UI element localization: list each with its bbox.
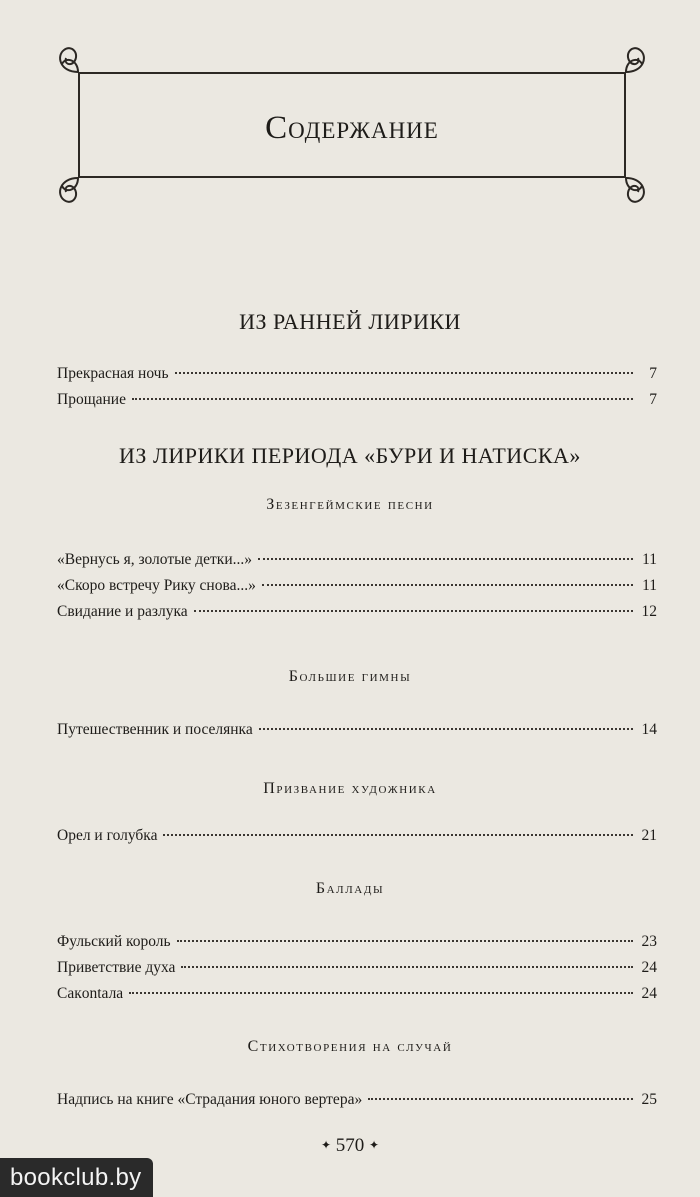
toc-entry[interactable] [57, 574, 657, 598]
toc-leader-dots [132, 398, 633, 400]
folio-ornament-right-icon: ✦ [369, 1138, 380, 1152]
section-heading-storm-and-stress: ИЗ ЛИРИКИ ПЕРИОДА «БУРИ И НАТИСКА» [119, 443, 581, 468]
toc-leader-dots [194, 610, 633, 612]
toc-entry[interactable] [57, 930, 657, 954]
toc-leader-dots [129, 992, 633, 994]
toc-entry[interactable] [57, 956, 657, 980]
toc-entry-page: 12 [641, 603, 657, 620]
toc-entry-title: Прекрасная ночь [57, 365, 169, 382]
subsection-heading: Зезенгеймские песни [266, 496, 434, 513]
toc-entry-page: 24 [641, 959, 657, 976]
toc-entry-title: Свидание и разлука [57, 603, 188, 620]
subsection-heading: Призвание художника [263, 780, 437, 797]
toc-entry[interactable] [57, 1088, 657, 1112]
toc-entry[interactable] [57, 388, 657, 412]
toc-entry-title: Орел и голубка [57, 827, 158, 844]
toc-entry-page: 21 [641, 827, 657, 844]
toc-entry-title: Сакontала [57, 985, 124, 1002]
toc-entry[interactable] [57, 600, 657, 624]
toc-entry-title: «Вернусь я, золотые детки...» [57, 551, 253, 568]
toc-leader-dots [177, 940, 633, 942]
toc-leader-dots [262, 584, 633, 586]
toc-entry-title: Приветствие духа [57, 959, 176, 976]
toc-leader-dots [181, 966, 633, 968]
folio-ornament-left-icon: ✦ [320, 1138, 331, 1152]
toc-entry-page: 11 [642, 577, 657, 594]
toc-entry[interactable] [57, 718, 657, 742]
page-title: Содержание [265, 110, 439, 146]
toc-entry-title: Надпись на книге «Страдания юного вертера» [57, 1091, 363, 1108]
page-number [0, 1132, 700, 1159]
watermark-badge: bookclub.by [0, 1158, 153, 1197]
toc-leader-dots [163, 834, 633, 836]
subsection-heading: Большие гимны [288, 668, 412, 685]
toc-entry-page: 25 [641, 1091, 657, 1108]
section-heading-early-lyrics: ИЗ РАННЕЙ ЛИРИКИ [239, 309, 461, 334]
toc-leader-dots [368, 1098, 633, 1100]
toc-leader-dots [258, 558, 633, 560]
toc-entry-page: 14 [641, 721, 657, 738]
toc-entry[interactable] [57, 548, 657, 572]
page-number-value: 570 [335, 1135, 365, 1156]
toc-entry-title: Прощание [57, 391, 126, 408]
toc-entry[interactable] [57, 824, 657, 848]
toc-entry[interactable] [57, 362, 657, 386]
toc-entry[interactable] [57, 982, 657, 1006]
toc-entry-title: «Скоро встречу Рику снова...» [57, 577, 256, 594]
toc-entry-page: 7 [649, 391, 657, 408]
toc-leader-dots [259, 728, 633, 730]
toc-entry-page: 11 [642, 551, 657, 568]
toc-entry-title: Фульский король [57, 933, 171, 950]
toc-entry-title: Путешественник и поселянка [57, 721, 253, 738]
toc-entry-page: 7 [649, 365, 657, 382]
subsection-heading: Стихотворения на случай [247, 1038, 453, 1055]
toc-leader-dots [175, 372, 633, 374]
subsection-heading: Баллады [315, 880, 385, 897]
toc-entry-page: 23 [641, 933, 657, 950]
toc-entry-page: 24 [641, 985, 657, 1002]
